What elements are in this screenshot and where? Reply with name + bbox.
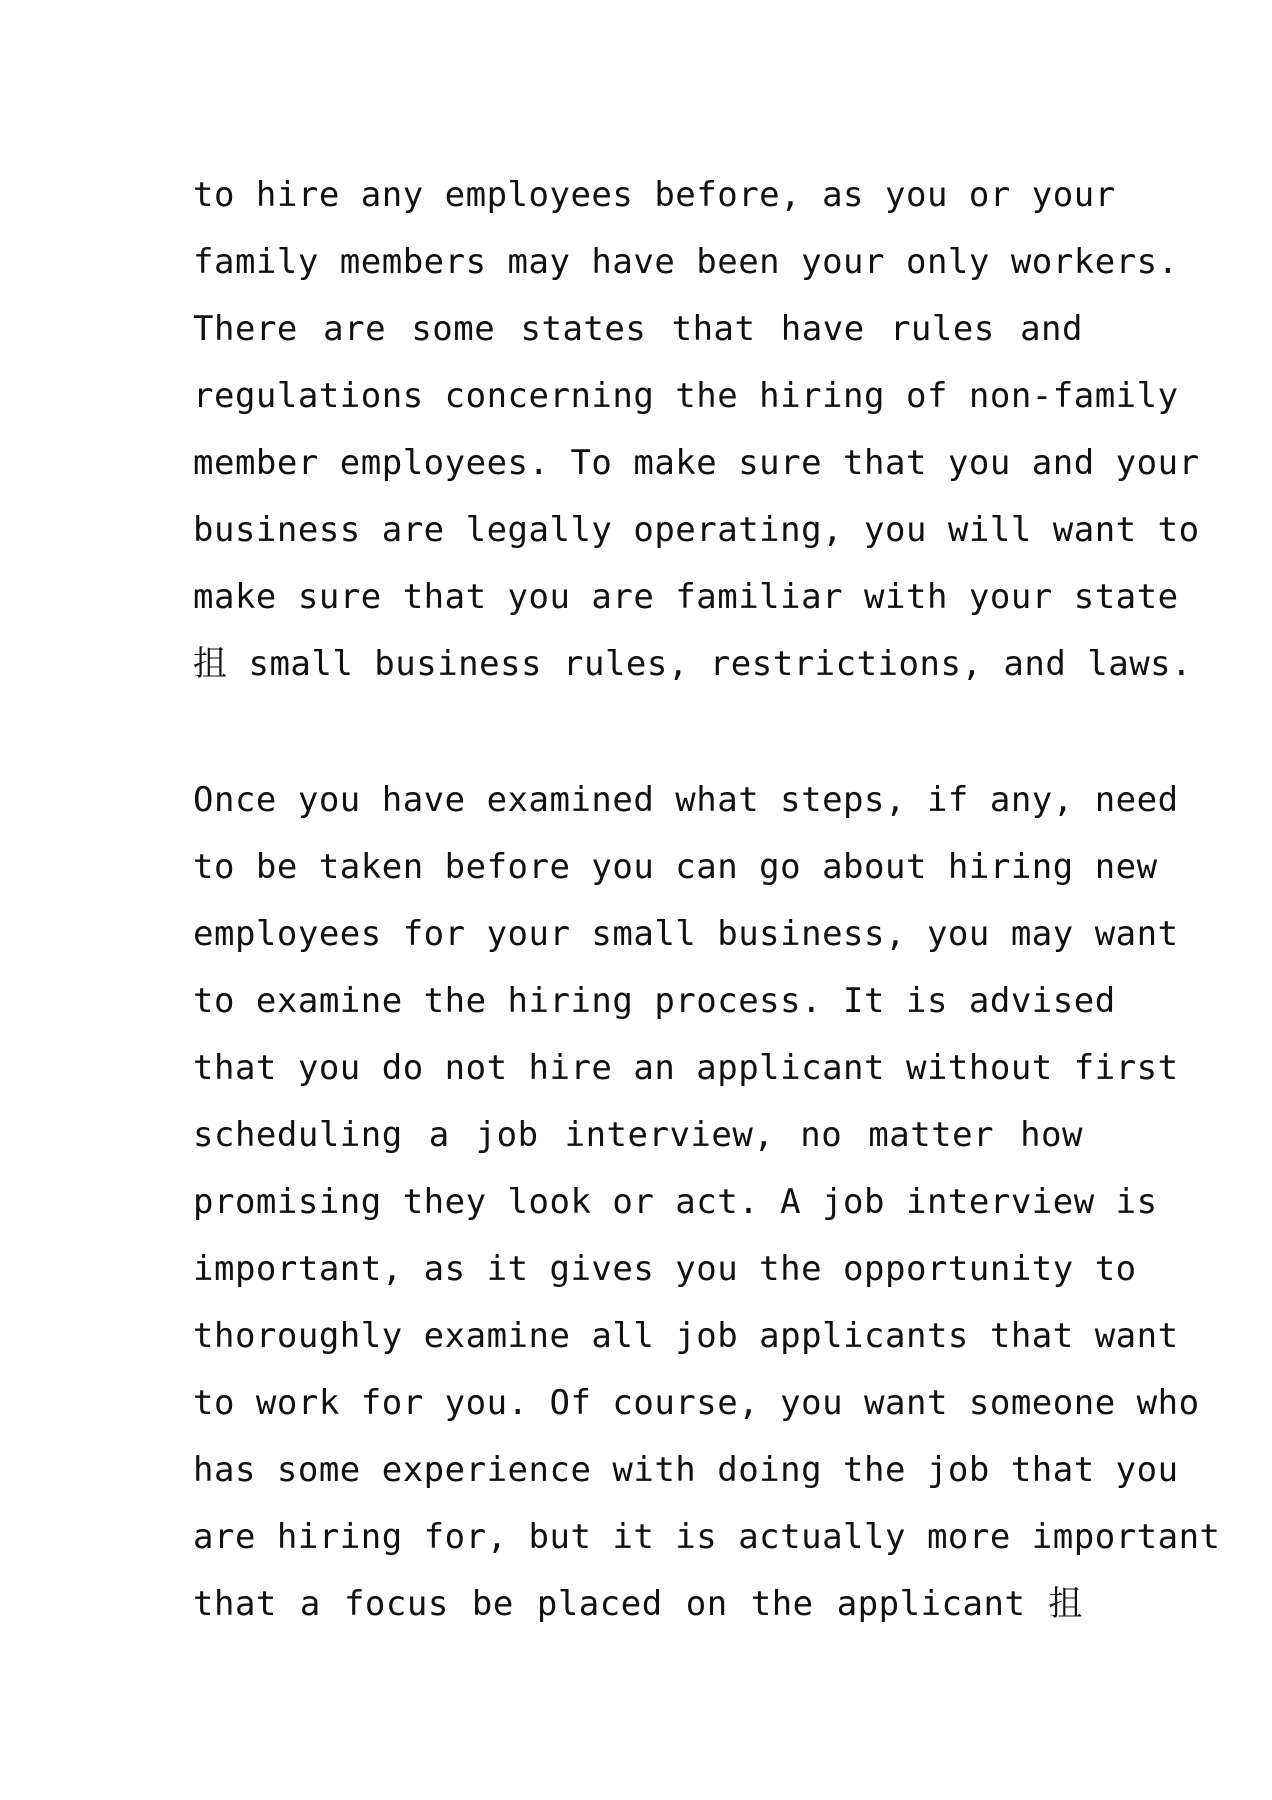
text-line: important, as it gives you the opportunity to (193, 1249, 1137, 1289)
text-line: that a focus be placed on the applicant 抯 (193, 1584, 1083, 1624)
text-line: that you do not hire an applicant without first (193, 1048, 1179, 1088)
text-line: to be taken before you can go about hiring new (193, 847, 1158, 887)
text-line: Once you have examined what steps, if any, need (193, 780, 1179, 820)
text-line: member employees. To make sure that you and your (193, 443, 1200, 483)
text-line: There are some states that have rules and (193, 309, 1083, 349)
text-line: thoroughly examine all job applicants that want (193, 1316, 1179, 1356)
text-line: has some experience with doing the job that you (193, 1450, 1179, 1490)
text-line: make sure that you are familiar with your state (193, 577, 1179, 617)
paragraph-1 (193, 162, 1200, 698)
text-line: scheduling a job interview, no matter how (193, 1115, 1083, 1155)
text-line: family members may have been your only workers. (193, 242, 1179, 282)
text-line: regulations concerning the hiring of non-family (193, 376, 1179, 416)
text-line: to hire any employees before, as you or your (193, 175, 1116, 215)
text-line: to examine the hiring process. It is advised (193, 981, 1116, 1021)
text-line: business are legally operating, you will want to (193, 510, 1200, 550)
text-line: 抯 small business rules, restrictions, and laws. (193, 644, 1193, 684)
text-line: are hiring for, but it is actually more important (193, 1517, 1221, 1557)
text-line: employees for your small business, you may want (193, 914, 1179, 954)
text-line: to work for you. Of course, you want someone who (193, 1383, 1200, 1423)
paragraph-2 (193, 767, 1221, 1638)
text-line: promising they look or act. A job interview is (193, 1182, 1158, 1222)
